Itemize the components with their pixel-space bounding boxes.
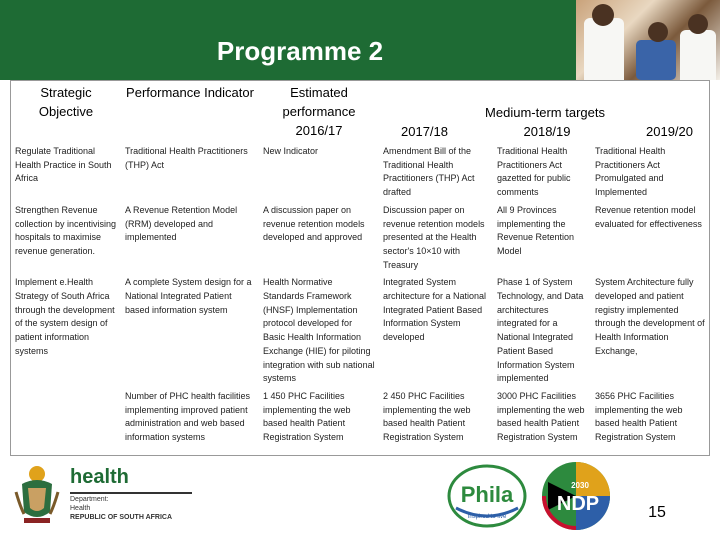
cell-target-2017-18: Amendment Bill of the Traditional Health Practitioners (THP) Act drafted [383,146,475,198]
ndp-logo-icon [540,460,612,532]
header-estimated-performance: Estimated performance 2016/17 [282,85,356,138]
cell-objective: Implement e.Health Strategy of South Africa through the development of the system design of patient information systems [15,277,115,356]
country-name: REPUBLIC OF SOUTH AFRICA [70,514,173,521]
targets-table-container [10,80,710,456]
cell-target-2019-20: Traditional Health Practitioners Act Promulgated and Implemented [595,146,666,198]
dept-label: Department: [70,496,109,503]
coat-of-arms-icon [12,462,62,526]
phila-logo-text: Phila [460,482,514,507]
cell-estimated: 1 450 PHC Facilities implementing the web based health Patient Registration System [263,390,351,443]
cell-target-2018-19: 3000 PHC Facilities implementing the web based health Patient Registration System [497,390,585,443]
cell-target-2017-18: 2 450 PHC Facilities implementing the web based health Patient Registration System [383,390,471,443]
header-medium-term-label: Medium-term targets [485,105,605,120]
ndp-year: 2030 [571,481,589,490]
health-logo-divider [70,492,192,494]
cell-objective: Strengthen Revenue collection by incentivising hospitals to maximise revenue generation. [15,204,117,256]
health-logo-text: health [70,466,129,488]
table-row [11,143,711,202]
cell-target-2018-19: All 9 Provinces implementing the Revenue Retention Model [497,204,575,256]
header-year-2018-19: 2018/19 [523,124,571,139]
cell-target-2019-20: 3656 PHC Facilities implementing the web based health Patient Registration System [595,390,683,443]
cell-target-2019-20: Revenue retention model evaluated for effectiveness [595,204,702,229]
table-row [11,274,711,388]
cell-indicator: A Revenue Retention Model (RRM) developed and implemented [125,204,238,243]
cell-objective [11,388,121,447]
cell-indicator: Number of PHC health facilities implementing improved patient administration and web based information systems [125,390,251,443]
phila-logo-icon [446,462,528,530]
cell-target-2017-18: Discussion paper on revenue retention models presented at the Health sector's 10×10 with Treasury [383,204,485,270]
cell-estimated: Health Normative Standards Framework (HNSF) Implementation protocol developed for Basic Health Information Exchange (HIE) for piloting integration with sub national systems [263,277,375,384]
cell-estimated: New Indicator [263,146,319,156]
header-strategic-objective: Strategic Objective [38,85,94,119]
targets-table [11,81,711,447]
header-medium-term [379,81,711,143]
table-row [11,202,711,275]
ndp-logo-text: NDP [556,493,600,515]
slide-title: Programme 2 [216,36,384,66]
phila-tagline: Inspired to live [467,514,507,520]
cell-target-2017-18: Integrated System architecture for a National Integrated Patient Based Information System developed [383,277,487,343]
header-performance-indicator: Performance Indicator [126,85,254,100]
cell-indicator: A complete System design for a National Integrated Patient based information system [125,277,252,315]
page-number: 15 [648,504,666,521]
cell-indicator: Traditional Health Practitioners (THP) Act [125,146,248,170]
cell-estimated: A discussion paper on revenue retention models developed and approved [263,204,365,243]
cell-objective: Regulate Traditional Health Practice in South Africa [15,146,112,184]
cell-target-2018-19: Traditional Health Practitioners Act gazetted for public comments [497,146,571,198]
cell-target-2019-20: System Architecture fully developed and patient registry implemented through the development of Health Information Exchange, [595,277,705,356]
table-row [11,388,711,447]
dept-name: Health [70,505,91,512]
header-photo [576,0,720,80]
cell-target-2018-19: Phase 1 of System Technology, and Data architectures integrated for a National Integrated Patient Based Information System implemented [497,277,584,384]
header-year-2019-20: 2019/20 [646,124,693,139]
header-year-2017-18: 2017/18 [401,124,448,139]
header-years [383,122,707,141]
